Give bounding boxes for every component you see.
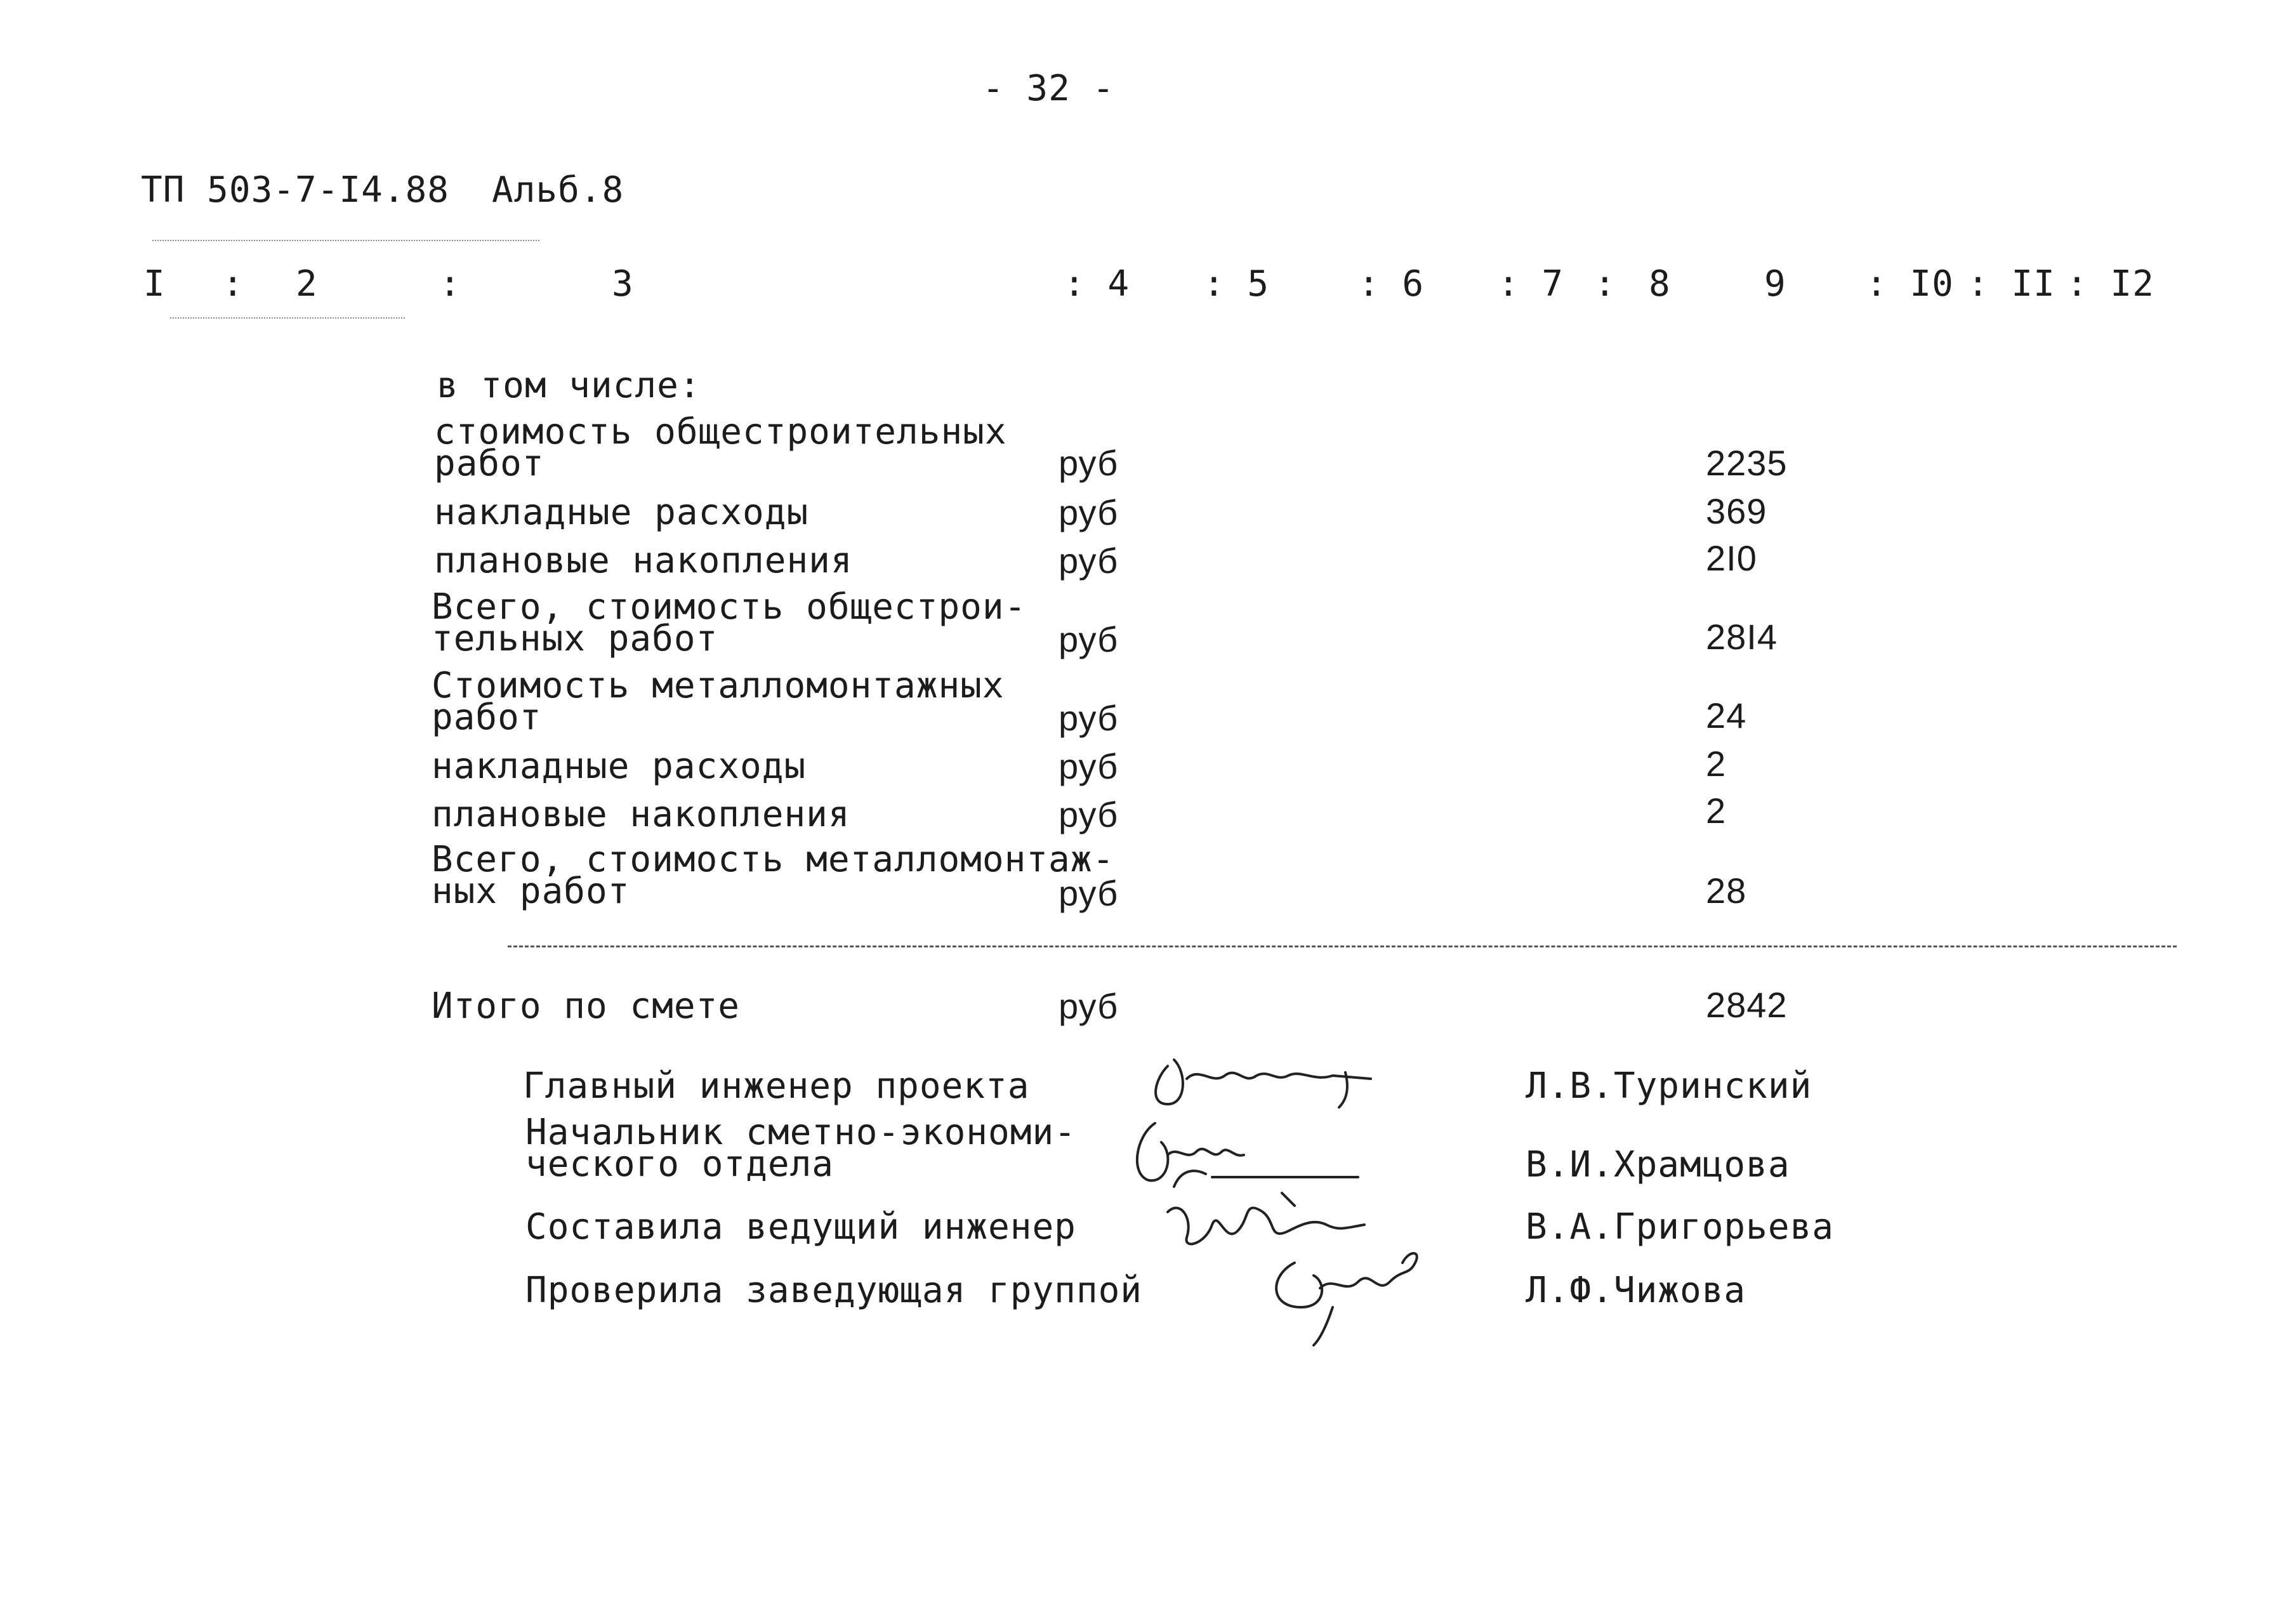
column-separator: : [439,263,461,305]
column-12: : I2 [2066,263,2154,305]
column-header-underline [170,317,405,319]
total-unit: руб [1059,986,1119,1026]
row-unit: руб [1059,794,1119,834]
signature-4 [1257,1237,1447,1352]
row-unit: руб [1059,873,1119,913]
album-label: Альб.8 [492,169,624,211]
row-value: 28I4 [1706,617,1778,657]
row-value: 24 [1706,695,1747,735]
column-8: 8 [1649,263,1671,305]
row-name: накладные расходы [432,746,807,787]
row-value: 2235 [1706,443,1788,483]
row-value: 28 [1706,871,1747,911]
row-name: Всего, стоимость общестрои- тельных работ [432,586,1027,659]
total-separator [508,946,2177,947]
header-underline [152,240,539,241]
signatory-title: Проверила заведующая группой [525,1270,1143,1311]
column-3: 3 [612,263,634,305]
signatory-name: В.И.Храмцова [1526,1144,1790,1185]
page-number: - 32 - [982,68,1115,109]
signature-1 [1130,1041,1422,1117]
column-4: : 4 [1064,263,1130,305]
row-name: плановые накопления [434,540,853,581]
row-unit: руб [1059,443,1119,483]
column-5: : 5 [1203,263,1270,305]
row-name: стоимость общестроительных работ [434,411,1007,484]
column-7: : 7 [1498,263,1564,305]
column-10: : I0 [1866,263,1954,305]
row-unit: руб [1059,619,1119,659]
signatory-title: Начальник сметно-экономи- ческого отдела [525,1112,1076,1185]
section-intro: в том числе: [437,365,701,406]
row-unit: руб [1059,746,1119,786]
column-1: I [143,263,166,305]
row-name: Всего, стоимость металломонтаж- ных работ [432,839,1115,912]
row-unit: руб [1059,541,1119,581]
row-name: Стоимость металломонтажных работ [432,665,1005,738]
column-9: 9 [1764,263,1786,305]
column-separator: : [222,263,244,305]
signatory-name: Л.В.Туринский [1526,1065,1812,1107]
signatory-title: Главный инженер проекта [523,1065,1030,1107]
signatory-title: Составила ведущий инженер [525,1206,1076,1248]
total-label: Итого по смете [432,985,741,1027]
row-value: 2 [1706,791,1727,831]
row-unit: руб [1059,698,1119,738]
row-unit: руб [1059,492,1119,532]
column-2: 2 [296,263,318,305]
row-value: 2I0 [1706,538,1757,578]
row-name: накладные расходы [434,492,809,533]
row-value: 2 [1706,744,1727,784]
row-name: плановые накопления [432,794,850,835]
column-11: : II [1967,263,2055,305]
row-value: 369 [1706,491,1767,531]
column-6: : 6 [1358,263,1425,305]
doc-code: ТП 503-7-I4.88 [141,169,450,211]
total-value: 2842 [1706,985,1788,1025]
column-separator: : [1594,263,1616,305]
signatory-name: В.А.Григорьева [1526,1206,1835,1248]
signatory-name: Л.Ф.Чижова [1526,1270,1746,1311]
